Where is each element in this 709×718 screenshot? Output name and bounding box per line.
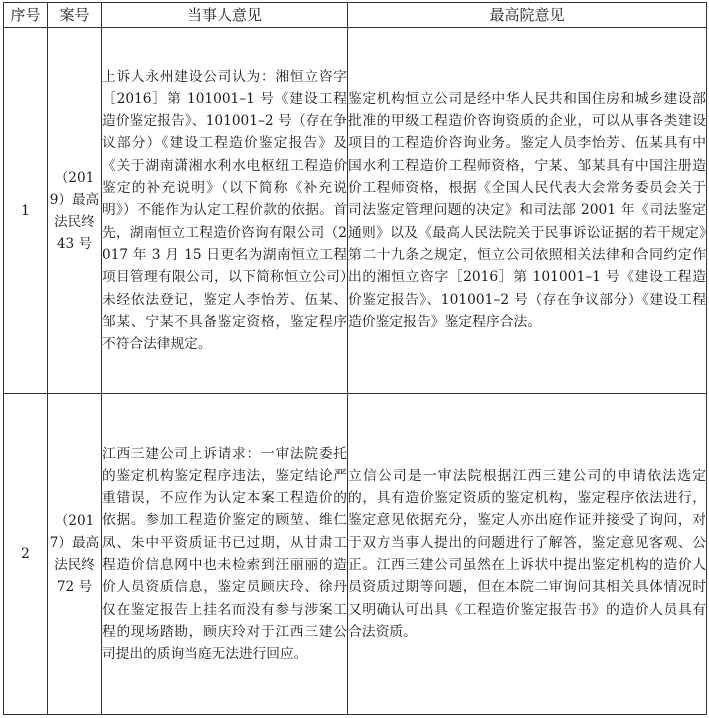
header-index: 序号 [4,3,48,28]
row-party-opinion: 江西三建公司上诉请求：一审法院委托的鉴定机构鉴定程序违法，鉴定结论严重错误，不应作为认定本案工程造价的依据。参加工程造价鉴定的顾堃、维仁凤、朱中平资质证书已过期，从甘肃工程造价信息网中也未检索到汪丽丽的造价人员资质信息，鉴定员顾庆玲、徐丹仅在鉴定报告上挂名而没有参与涉案工程的现场踏勘，顾庆玲对于江西三建公司提出的质询当庭无法进行回应。 [102,394,348,715]
row-case-no: （2019）最高法民终 43 号 [48,28,102,394]
header-party-opinion: 当事人意见 [102,3,348,28]
table-row [4,394,707,715]
table-row [4,28,707,394]
row-party-opinion: 上诉人永州建设公司认为：湘恒立咨字［2016］第 101001–1 号《建设工程造价鉴定报告》、101001–2 号（存在争议部分）《建设工程造价鉴定报告》及《关于湖南潇湘水利水电枢纽工程造价鉴定的补充说明》（以下简称《补充说明》）不能作为认定工程价款的依据。首先，湖南恒立工程造价咨询有限公司（2017 年 3 月 15 日更名为湖南恒立工程项目管理有限公司，以下简称恒立公司）未经依法登记，鉴定人李怡芳、伍某、邹某、宁某不具备鉴定资格，鉴定程序不符合法律规定。 [102,28,348,394]
header-case-no: 案号 [48,3,102,28]
row-case-no: （2017）最高法民终 72 号 [48,394,102,715]
case-comparison-table [3,2,707,715]
table-body [4,28,707,715]
header-row [4,3,707,28]
header-court-opinion: 最高院意见 [348,3,707,28]
row-index: 2 [4,394,48,715]
row-court-opinion: 立信公司是一审法院根据江西三建公司的申请依法选定的，具有造价鉴定资质的鉴定机构，鉴定程序依法进行，鉴定意见依据充分，鉴定人亦出庭作证并接受了询问，对于双方当事人提出的问题进行了解答，鉴定意见客观、公正。江西三建公司虽然在上诉状中提出鉴定机构的造价人员资质过期等问题，但在本院二审询问其相关具体情况时又明确认可出具《工程造价鉴定报告书》的造价人员具有合法资质。 [348,394,707,715]
row-court-opinion: 鉴定机构恒立公司是经中华人民共和国住房和城乡建设部批准的甲级工程造价咨询资质的企业，可以从事各类建设项目的工程造价咨询业务。鉴定人员李怡芳、伍某具有中国水利工程造价工程师资格，宁某、邹某具有中国注册造价工程师资格，根据《全国人民代表大会常务委员会关于司法鉴定管理问题的决定》和司法部 2001 年《司法鉴定通则》以及《最高人民法院关于民事诉讼证据的若干规定》第二十九条之规定，恒立公司依照相关法律和合同约定作出的湘恒立咨字［2016］第 101001–1 号《建设工程造价鉴定报告》、101001–2 号（存在争议部分）《建设工程造价鉴定报告》鉴定程序合法。 [348,28,707,394]
row-index: 1 [4,28,48,394]
table-header [4,3,707,28]
